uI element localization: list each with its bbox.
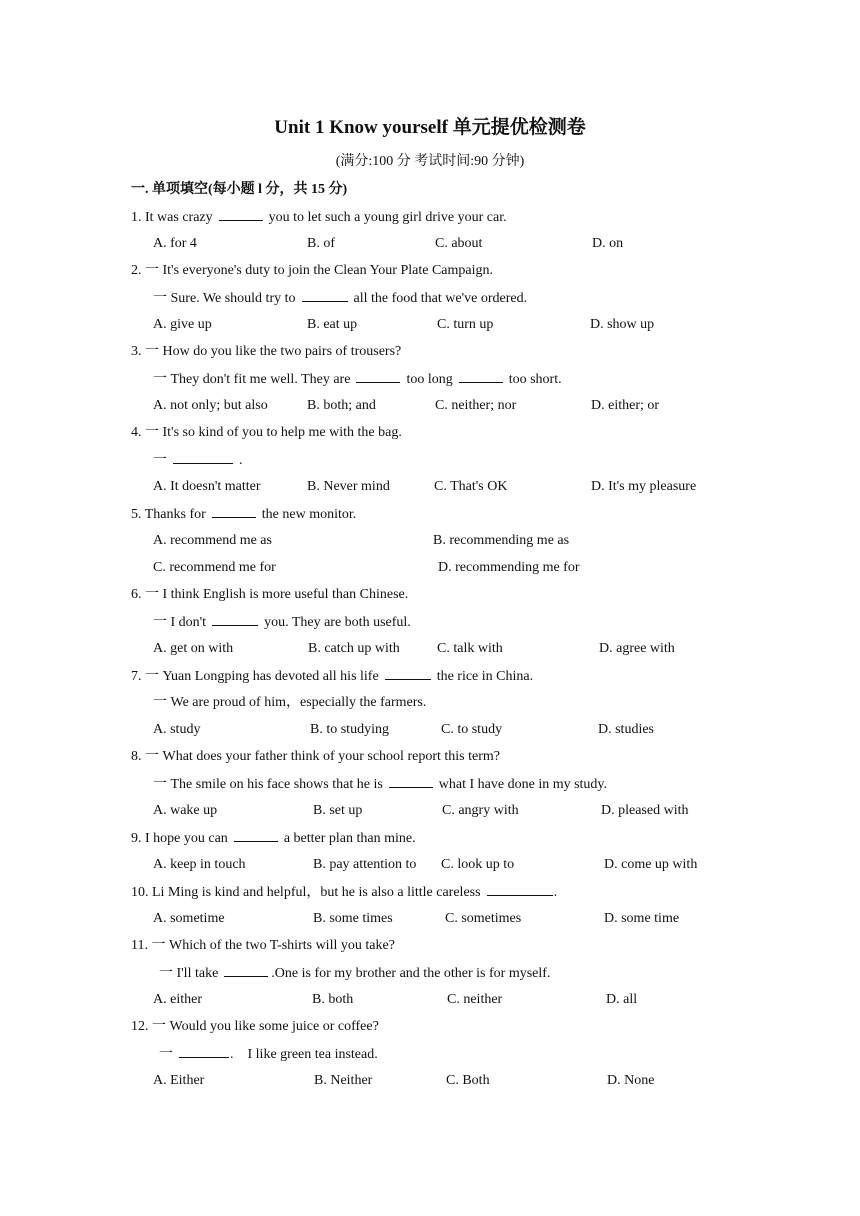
option-a: A. keep in touch xyxy=(153,857,246,872)
option-a: A. get on with xyxy=(153,641,234,656)
response-text: 一 We are proud of him，especially the farmers. xyxy=(153,695,427,710)
option-a: A. It doesn't matter xyxy=(153,479,261,494)
answer-blank xyxy=(389,773,433,788)
response-start: 一 The smile on his face shows that he is xyxy=(153,777,383,792)
response-text xyxy=(153,287,527,310)
question-2 xyxy=(0,260,860,282)
response-4 xyxy=(0,449,860,471)
question-9 xyxy=(0,827,860,849)
response-start: 一 I don't xyxy=(153,615,207,630)
response-text xyxy=(159,1043,378,1066)
option-b: B. of xyxy=(307,236,335,251)
option-b: B. set up xyxy=(313,803,363,818)
options-2 xyxy=(0,314,860,336)
option-b: B. catch up with xyxy=(308,641,400,656)
response-start: 一 I'll take xyxy=(159,966,219,981)
option-b: B. some times xyxy=(313,911,393,926)
option-a: A. wake up xyxy=(153,803,218,818)
question-7 xyxy=(0,665,860,687)
option-d: D. agree with xyxy=(599,641,675,656)
option-c: C. neither xyxy=(447,992,503,1007)
question-text: 2. 一 It's everyone's duty to join the Clean Your Plate Campaign. xyxy=(131,263,494,278)
options-3 xyxy=(0,395,860,417)
response-start: 一 xyxy=(153,453,167,468)
exam-info: (满分:100 分 考试时间:90 分钟) xyxy=(335,154,525,169)
option-d: D. on xyxy=(592,236,624,251)
response-end: . I like green tea instead. xyxy=(230,1047,378,1062)
question-stem-end: a better plan than mine. xyxy=(283,831,416,846)
options-8 xyxy=(0,800,860,822)
option-a: A. for 4 xyxy=(153,236,197,251)
option-b: B. pay attention to xyxy=(313,857,417,872)
question-text xyxy=(131,206,507,229)
option-b: B. both; and xyxy=(307,398,376,413)
response-middle: too long xyxy=(406,372,453,387)
option-d: D. It's my pleasure xyxy=(591,479,697,494)
question-stem-end: the rice in China. xyxy=(436,669,534,684)
question-3 xyxy=(0,341,860,363)
option-a: A. not only; but also xyxy=(153,398,268,413)
option-a: A. either xyxy=(153,992,202,1007)
response-8 xyxy=(0,773,860,795)
question-stem: 9. I hope you can xyxy=(131,831,228,846)
option-d: D. studies xyxy=(598,722,654,737)
response-end: .One is for my brother and the other is for myself. xyxy=(271,966,551,981)
response-start: 一 Sure. We should try to xyxy=(153,291,296,306)
question-8 xyxy=(0,746,860,768)
question-6 xyxy=(0,584,860,606)
option-c: C. about xyxy=(435,236,483,251)
option-c: C. Both xyxy=(446,1073,490,1088)
options-7 xyxy=(0,719,860,741)
options-4 xyxy=(0,476,860,498)
answer-blank xyxy=(173,449,233,464)
question-1 xyxy=(0,206,860,228)
question-stem: 1. It was crazy xyxy=(131,210,213,225)
option-d: D. all xyxy=(606,992,638,1007)
option-c: C. to study xyxy=(441,722,503,737)
answer-blank xyxy=(234,827,278,842)
question-12 xyxy=(0,1016,860,1038)
question-10 xyxy=(0,881,860,903)
option-d: D. some time xyxy=(604,911,680,926)
options-1 xyxy=(0,233,860,255)
option-c: C. look up to xyxy=(441,857,515,872)
option-b: B. recommending me as xyxy=(433,533,570,548)
question-text xyxy=(131,503,356,526)
response-11 xyxy=(0,962,860,984)
response-end: you. They are both useful. xyxy=(264,615,411,630)
option-d: D. either; or xyxy=(591,398,660,413)
option-d: D. pleased with xyxy=(601,803,689,818)
question-4 xyxy=(0,422,860,444)
option-c: C. angry with xyxy=(442,803,519,818)
option-b: B. to studying xyxy=(310,722,389,737)
question-text: 3. 一 How do you like the two pairs of trousers? xyxy=(131,344,402,359)
response-3 xyxy=(0,368,860,390)
question-text: 11. 一 Which of the two T-shirts will you take? xyxy=(131,938,395,953)
page-title: Unit 1 Know yourself 单元提优检测卷 xyxy=(274,117,586,138)
response-end: . xyxy=(239,453,243,468)
question-stem-end: . xyxy=(553,885,558,900)
question-text xyxy=(131,881,557,904)
option-a: A. sometime xyxy=(153,911,225,926)
options-6 xyxy=(0,638,860,660)
options-5-row2 xyxy=(0,557,860,579)
question-text xyxy=(131,665,533,688)
question-text xyxy=(131,827,416,850)
response-6 xyxy=(0,611,860,633)
option-c: C. That's OK xyxy=(434,479,508,494)
question-stem-end: you to let such a young girl drive your car. xyxy=(268,210,507,225)
response-start: 一 They don't fit me well. They are xyxy=(153,372,351,387)
response-text xyxy=(153,368,562,391)
option-c: C. turn up xyxy=(437,317,494,332)
question-stem-end: the new monitor. xyxy=(261,507,357,522)
response-text xyxy=(153,611,411,634)
question-text: 8. 一 What does your father think of your school report this term? xyxy=(131,749,500,764)
response-start: 一 xyxy=(159,1047,173,1062)
answer-blank xyxy=(212,611,258,626)
options-9 xyxy=(0,854,860,876)
section-heading xyxy=(0,179,860,201)
response-text xyxy=(153,773,607,796)
answer-blank xyxy=(385,665,431,680)
question-text: 12. 一 Would you like some juice or coffee? xyxy=(131,1019,379,1034)
options-10 xyxy=(0,908,860,930)
answer-blank xyxy=(356,368,400,383)
option-b: B. Neither xyxy=(314,1073,373,1088)
option-c: C. neither; nor xyxy=(435,398,517,413)
option-d: D. come up with xyxy=(604,857,698,872)
option-c: C. talk with xyxy=(437,641,503,656)
question-stem: 10. Li Ming is kind and helpful，but he is also a little careless xyxy=(131,885,481,900)
option-c: C. sometimes xyxy=(445,911,522,926)
answer-blank xyxy=(179,1043,229,1058)
option-b: B. Never mind xyxy=(307,479,390,494)
response-text xyxy=(153,449,243,472)
answer-blank xyxy=(219,206,263,221)
response-7 xyxy=(0,692,860,714)
options-12 xyxy=(0,1070,860,1092)
question-stem: 7. 一 Yuan Longping has devoted all his life xyxy=(131,669,379,684)
question-text: 6. 一 I think English is more useful than Chinese. xyxy=(131,587,409,602)
question-text: 4. 一 It's so kind of you to help me with the bag. xyxy=(131,425,402,440)
answer-blank xyxy=(487,881,553,896)
question-5 xyxy=(0,503,860,525)
answer-blank xyxy=(302,287,348,302)
response-end: what I have done in my study. xyxy=(438,777,608,792)
option-b: B. both xyxy=(312,992,354,1007)
option-a: A. recommend me as xyxy=(153,533,272,548)
option-d: D. show up xyxy=(590,317,655,332)
options-11 xyxy=(0,989,860,1011)
answer-blank xyxy=(224,962,268,977)
answer-blank xyxy=(212,503,256,518)
response-end: all the food that we've ordered. xyxy=(353,291,528,306)
option-a: A. study xyxy=(153,722,201,737)
section-heading-text: 一. 单项填空(每小题 l 分，共 15 分) xyxy=(131,182,348,197)
response-12 xyxy=(0,1043,860,1065)
option-a: A. give up xyxy=(153,317,212,332)
response-end: too short. xyxy=(508,372,562,387)
response-2 xyxy=(0,287,860,309)
option-a: A. Either xyxy=(153,1073,205,1088)
question-stem: 5. Thanks for xyxy=(131,507,206,522)
response-text xyxy=(159,962,550,985)
option-b: B. eat up xyxy=(307,317,358,332)
option-d: D. recommending me for xyxy=(438,560,580,575)
question-11 xyxy=(0,935,860,957)
option-c: C. recommend me for xyxy=(153,560,276,575)
answer-blank xyxy=(459,368,503,383)
option-d: D. None xyxy=(607,1073,655,1088)
options-5-row1 xyxy=(0,530,860,552)
